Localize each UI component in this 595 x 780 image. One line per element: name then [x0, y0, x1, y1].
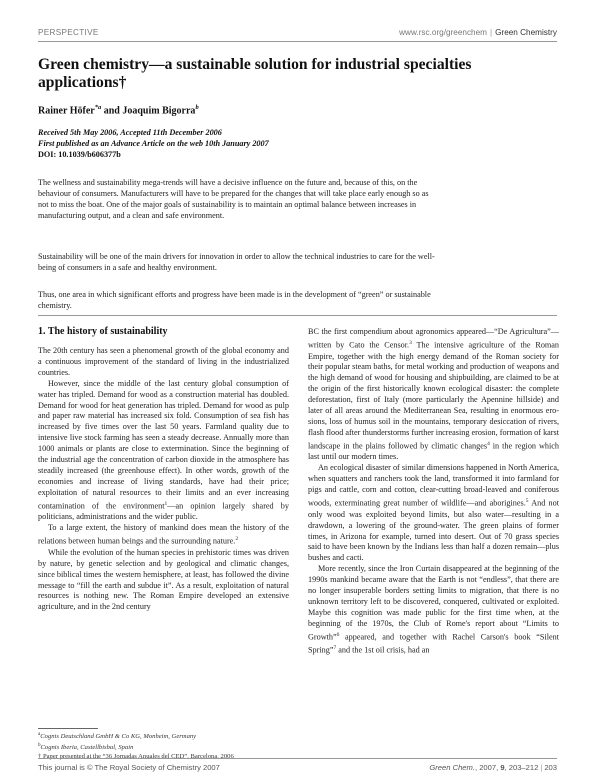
- footnote-dagger: † Paper presented at the “36 Jornadas Anuales del CED”, Barcelona, 2006: [38, 752, 234, 760]
- citation-ref[interactable]: 3: [409, 339, 412, 346]
- copyright-notice: This journal is © The Royal Society of Chemistry 2007: [38, 763, 220, 772]
- journal-url-link[interactable]: www.rsc.org/greenchem: [399, 28, 487, 37]
- citation-ref[interactable]: 6: [336, 631, 340, 638]
- article-title: Green chemistry—a sustainable solution for industrial specialties applications†: [38, 56, 472, 91]
- header-separator: |: [489, 28, 493, 37]
- body-paragraph: BC the first compendium about agronomics appeared—“De Agricultura”—written by Cato the Censor.$^3$ The intensive agriculture of the Roman Empire, together with the high energy demand of the Roman society for their popular steam baths, for metal working and production of weapons and the high demand of wood for housing and shipbuilding, are claimed to be at the origin of the first historically known ecological disaster: the complete deforestation, first of Italy (more particularly the Apennine hillside) and later of all areas around the Mediterranean Sea, resulting in enormous ero-sions, loss of humus soil in the mountains, temporary desiccation of rivers, flash flood after thunderstorms further increasing erosion, formation of karst landscape in the plains followed by climatic changes$^4$ in the region which last until our modern times.: [308, 327, 560, 462]
- header-right: [399, 28, 557, 37]
- journal-name: Green Chemistry: [495, 28, 557, 37]
- author-name: Rainer Höfer: [38, 105, 95, 117]
- author-affiliation-mark: *a: [94, 104, 102, 111]
- citation-ref[interactable]: 7: [333, 645, 337, 652]
- author-line: [38, 104, 199, 116]
- doi[interactable]: DOI: 10.1039/b606377b: [38, 150, 121, 159]
- received-dates: Received 5th May 2006, Accepted 11th December 2006: [38, 128, 222, 137]
- footnote-affiliation-b: $^b$Cognis Iberia, Castellbisbal, Spain: [38, 742, 134, 751]
- body-paragraph: The 20th century has seen a phenomenal growth of the global economy and a continuous improvement of the standard of living in the industrialized countries.: [38, 346, 289, 377]
- citation-ref[interactable]: 5: [525, 498, 529, 505]
- body-paragraph: An ecological disaster of similar dimensions happened in North America, when squatters and ranchers took the land, transformed it into farmland for pigs and cattle, corn and cotton, clear-cutting broad-leaved and coniferous woods, exterminating great number of wildlife—and aborigines.$^5$ And not only wood was exploited beyond limits, but also water—resulting in a drawdown, a lowering of the ground-water. The green plains of former times, in Arizona for example, turned into desert. Out of 70 grass species said to have been known by the Indians less than half a dozen remain—plus bushes and cacti.: [308, 463, 559, 563]
- body-column-right: [308, 327, 559, 657]
- body-paragraph: To a large extent, the history of mankind does mean the history of the relations between human beings and the surrounding nature.$^2$: [38, 523, 289, 546]
- published-date: First published as an Advance Article on the web 10th January 2007: [38, 139, 269, 148]
- body-paragraph: More recently, since the Iron Curtain disappeared at the beginning of the 1990s mankind became aware that the Earth is not “endless”, that there are no longer insuperable borders setting limits to migration, that there is no unknown territory left to be discovered, conquered, cultivated or exploited. Maybe this cognition was made public for the first time when, at the beginning of the 1970s, the Club of Rome's report about “Limits to Growth”$^6$ appeared, and together with Rachel Carson's book “Silent Spring”$^7$ and the 1st oil crisis, had an: [308, 564, 559, 656]
- footnote-affiliation-a: $^a$Cognis Deutschland GmbH & Co KG, Monheim, Germany: [38, 732, 197, 741]
- body-column-left: [38, 346, 289, 613]
- footer-rule: [38, 758, 557, 759]
- abstract-rule: [38, 315, 557, 316]
- citation-info: Green Chem., 2007, 9, 203–212 | 203: [429, 763, 557, 772]
- body-paragraph: While the evolution of the human species in prehistoric times was driven by nature, by genetic selection and by geological and climatic changes, since biblical times the western hemisphere, at least, has followed the divine message to “fill the earth and subdue it”. As a result, exploitation of natural resources is nothing new. The Roman Empire developed an extensive agriculture, and in the 2nd century: [38, 547, 289, 612]
- footnotes: [38, 731, 293, 761]
- citation-ref[interactable]: 2: [235, 536, 239, 543]
- page-number: 203: [544, 763, 557, 772]
- body-paragraph: However, since the middle of the last century global consumption of water has tripled. Demand for wood as a construction material has doubled. Demand for wood for heat generation has tripled. Demand for wood as pulp and paper raw material has increased six fold. Consumption of sea fish has increased by five times over the last 50 years. Farmland quality due to intensive live stock farming has seen a steady decrease. Annually more than 1000 animals or plants are close to extermination. Since the beginning of the industrial age the concentration of carbon dioxide in the atmosphere has steadily increased (the greenhouse effect). In other words, growth of the economies and increase of living standards, have had their price; exploitation of natural resources to their limits and an ever increasing contamination of the environment$^1$—an opinion largely shared by politicians, administrations and the wider public.: [38, 378, 289, 522]
- abstract-paragraph: The wellness and sustainability mega-trends will have a decisive influence on the future and, because of this, on the behaviour of consumers. Manufacturers will have to be prepared for the changes that will take place early enough so as not to miss the boat. One of the major goals of sustainability is to maintain an optimal balance between increases in manufacturing output, and a clean and safe environment.: [38, 178, 429, 221]
- citation-ref[interactable]: 4: [487, 440, 490, 447]
- abstract-paragraph: Sustainability will be one of the main drivers for innovation in order to allow the technical industries to care for the well-being of consumers in a safe and healthy environment.: [38, 252, 435, 273]
- running-header: [38, 28, 557, 40]
- author-name: Joaquim Bigorra: [122, 105, 196, 117]
- running-footer: [38, 763, 557, 773]
- abstract-paragraph: Thus, one area in which significant efforts and progress have been made is in the development of “green” or sustainable chemistry.: [38, 290, 431, 311]
- citation-ref[interactable]: 1: [164, 500, 168, 507]
- section-label: PERSPECTIVE: [38, 28, 99, 37]
- author-affiliation-mark: b: [195, 104, 199, 111]
- article-metadata: [38, 127, 269, 160]
- footnote-rule: [38, 728, 98, 729]
- header-rule: [38, 41, 557, 42]
- author-conjunction: and: [101, 105, 123, 117]
- section-heading: 1. The history of sustainability: [38, 326, 168, 337]
